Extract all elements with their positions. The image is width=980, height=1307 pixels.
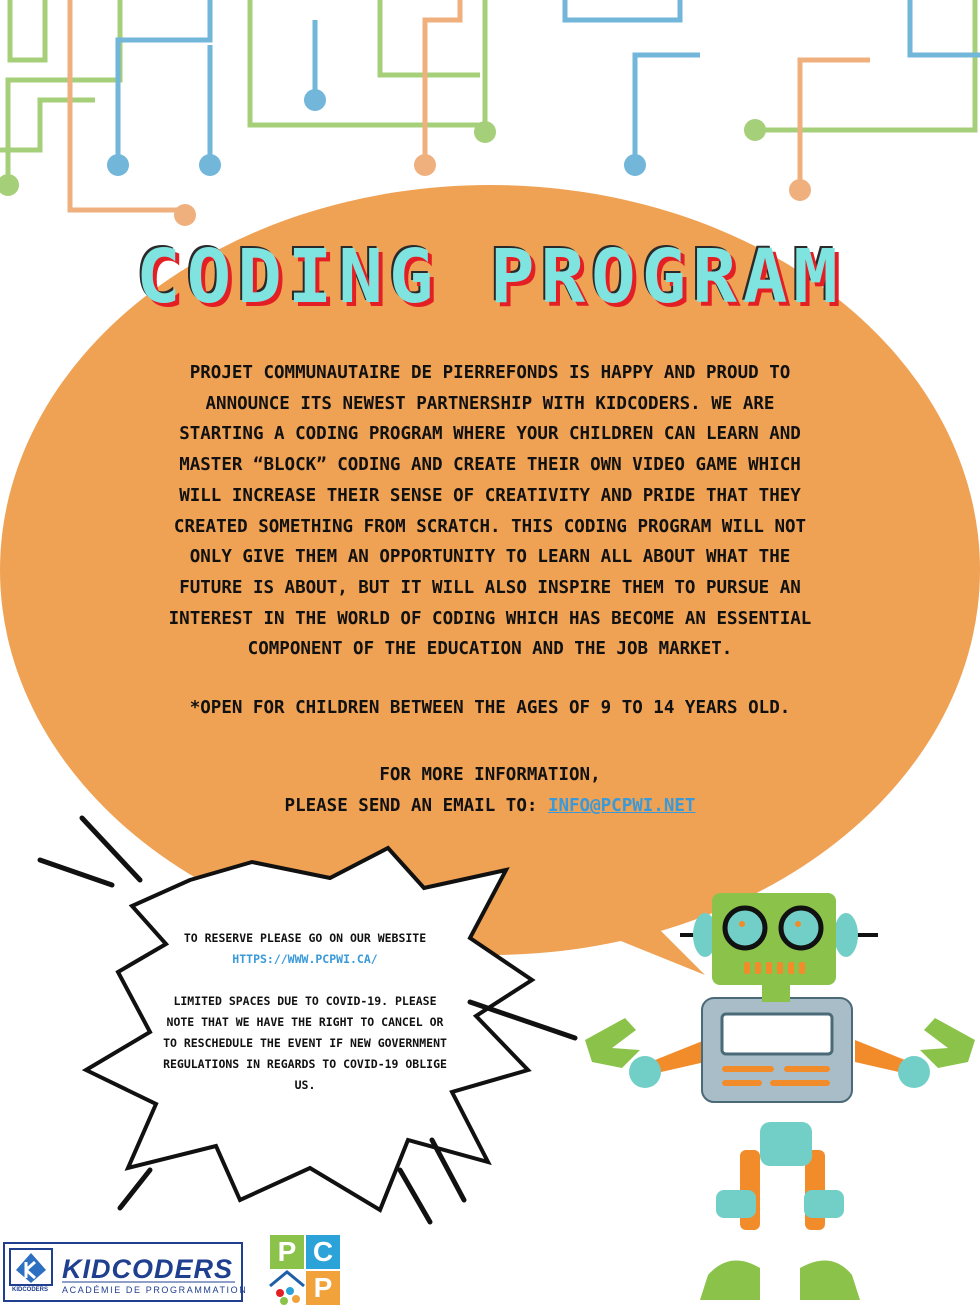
pcp-letter-p2: P <box>313 1272 333 1303</box>
website-link[interactable]: HTTPS://WWW.PCPWI.CA/ <box>232 952 378 966</box>
contact-info <box>160 760 820 822</box>
contact-line-1: FOR MORE INFORMATION, <box>379 765 601 785</box>
email-link[interactable]: INFO@PCPWI.NET <box>547 796 696 816</box>
robot-illustration <box>585 893 975 1300</box>
contact-line-2 <box>160 791 820 822</box>
pcp-letter-p1: P <box>277 1236 297 1267</box>
circuit-pattern <box>0 0 980 210</box>
pcp-letter-c: C <box>312 1236 334 1267</box>
contact-line-2-text: PLEASE SEND AN EMAIL TO: <box>284 796 548 816</box>
age-requirement: *OPEN FOR CHILDREN BETWEEN THE AGES OF 9 TO 14 YEARS OLD. <box>189 698 791 718</box>
poster-title: CODING PROGRAM <box>136 234 844 320</box>
intro-paragraph: PROJET COMMUNAUTAIRE DE PIERREFONDS IS HAPPY AND PROUD TO ANNOUNCE ITS NEWEST PARTNERSHIP WITH KIDCODERS. WE ARE STARTING A CODING PROGRAM WHERE YOUR CHILDREN CAN LEARN AND MASTER “BLOCK” CODING AND CREATE THEIR OWN VIDEO GAME WHICH WILL INCREASE THEIR SENSE OF CREATIVITY AND PRIDE THAT THEY CREATED SOMETHING FROM SCRATCH. THIS CODING PROGRAM WILL NOT ONLY GIVE THEM AN OPPORTUNITY TO LEARN ALL ABOUT WHAT THE FUTURE IS ABOUT, BUT IT WILL ALSO INSPIRE THEM TO PURSUE AN INTEREST IN THE WORLD OF CODING WHICH HAS BECOME AN ESSENTIAL COMPONENT OF THE EDUCATION AND THE JOB MARKET. <box>168 363 812 660</box>
kidcoders-tagline: ACADÉMIE DE PROGRAMMATION <box>62 1285 248 1295</box>
kidcoders-small-label: KIDCODERS <box>11 1287 48 1293</box>
kidcoders-name: KIDCODERS <box>62 1254 234 1284</box>
covid-notice: LIMITED SPACES DUE TO COVID-19. PLEASE NOTE THAT WE HAVE THE RIGHT TO CANCEL OR TO RESCHEDULE THE EVENT IF NEW GOVERNMENT REGULATIONS IN REGARDS TO COVID-19 OBLIGE US. <box>163 994 447 1092</box>
reserve-line: TO RESERVE PLEASE GO ON OUR WEBSITE <box>183 931 427 945</box>
reserve-info <box>160 928 450 1096</box>
